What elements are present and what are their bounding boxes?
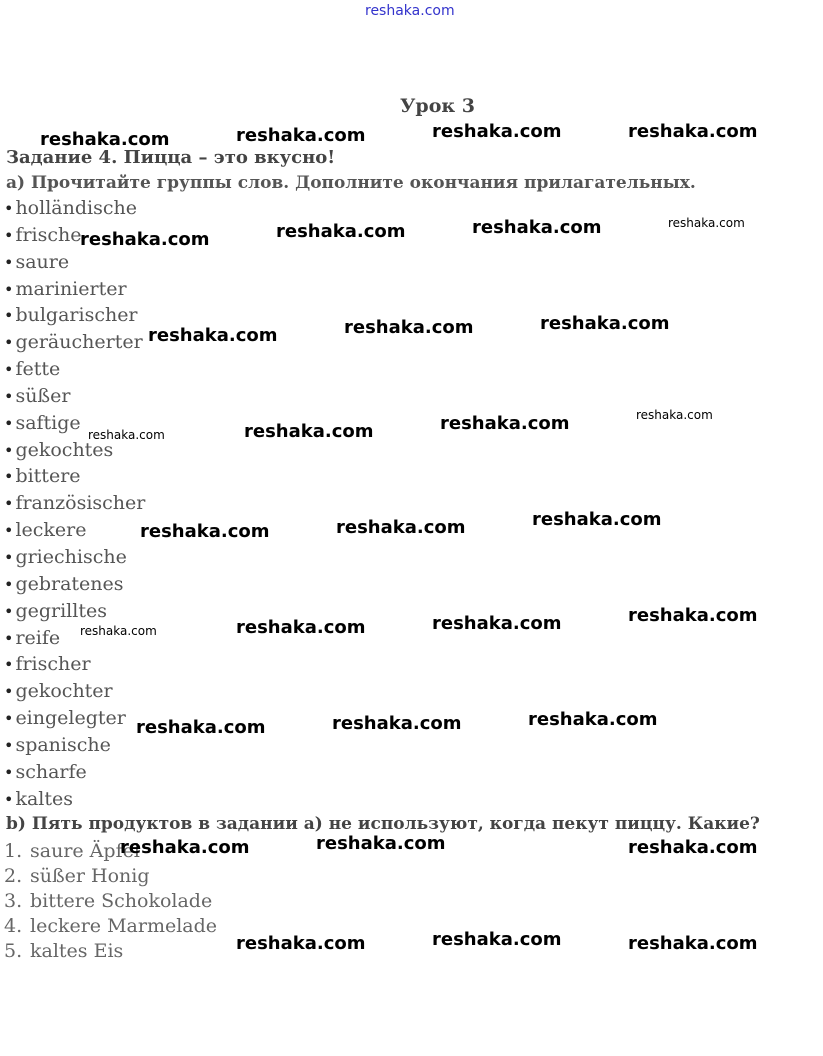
- list-item: [4, 598, 145, 625]
- watermark: reshaka.com: [628, 605, 758, 626]
- part-b-instruction: b) Пять продуктов в задании а) не используют, когда пекут пиццу. Какие?: [6, 814, 760, 834]
- list-item-text: bulgarischer: [15, 304, 138, 327]
- list-item: [4, 276, 145, 303]
- bullet-icon: •: [4, 547, 14, 567]
- watermark: reshaka.com: [148, 325, 278, 346]
- watermark: reshaka.com: [432, 613, 562, 634]
- list-item-text: spanische: [15, 733, 111, 756]
- list-item: [4, 195, 145, 222]
- answer-text: kaltes Eis: [30, 940, 124, 962]
- list-item: [4, 678, 145, 705]
- list-item: [4, 651, 145, 678]
- bullet-icon: •: [4, 199, 14, 218]
- task-title: Задание 4. Пицца – это вкусно!: [6, 147, 336, 168]
- watermark: reshaka.com: [244, 421, 374, 442]
- bullet-icon: •: [4, 279, 14, 299]
- part-a-instruction: a) Прочитайте группы слов. Дополните окончания прилагательных.: [6, 173, 696, 193]
- bullet-icon: •: [4, 762, 14, 782]
- answer-number: 5.: [4, 940, 23, 962]
- bullet-icon: •: [4, 225, 14, 245]
- answer-text: bittere Schokolade: [30, 890, 213, 912]
- list-item-text: saftige: [15, 411, 81, 434]
- list-item-text: marinierter: [15, 277, 127, 300]
- watermark: reshaka.com: [332, 713, 462, 734]
- bullet-icon: •: [4, 628, 14, 648]
- bullet-icon: •: [4, 494, 14, 514]
- list-item: [4, 249, 145, 276]
- list-item-text: reife: [15, 626, 61, 649]
- list-item-text: fette: [15, 358, 61, 381]
- answer-text: süßer Honig: [30, 865, 150, 887]
- answer-item: [4, 889, 217, 914]
- list-item: [4, 302, 145, 329]
- watermark: reshaka.com: [344, 317, 474, 338]
- watermark: reshaka.com: [136, 717, 266, 738]
- list-item: [4, 732, 145, 759]
- list-item-text: süßer: [15, 384, 71, 407]
- watermark: reshaka.com: [628, 837, 758, 858]
- watermark: reshaka.com: [140, 521, 270, 542]
- watermark: reshaka.com: [532, 509, 662, 530]
- list-item: [4, 463, 145, 490]
- list-item: [4, 786, 145, 813]
- answer-item: [4, 914, 217, 939]
- watermark: reshaka.com: [336, 517, 466, 538]
- watermark: reshaka.com: [628, 933, 758, 954]
- list-item: [4, 329, 145, 356]
- list-item-text: frischer: [15, 653, 91, 676]
- watermark: reshaka.com: [40, 129, 170, 150]
- watermark: reshaka.com: [236, 125, 366, 146]
- answer-item: [4, 939, 217, 964]
- watermark: reshaka.com: [628, 121, 758, 142]
- list-item: [4, 517, 145, 544]
- list-item: [4, 490, 145, 517]
- bullet-icon: •: [4, 709, 14, 729]
- watermark: reshaka.com: [80, 229, 210, 250]
- list-item: [4, 544, 145, 571]
- list-item-text: französischer: [15, 492, 146, 515]
- lesson-title: Урок 3: [400, 95, 475, 117]
- bullet-icon: •: [4, 333, 14, 353]
- list-item-text: griechische: [15, 545, 127, 568]
- bullet-icon: •: [4, 413, 14, 433]
- list-item-text: gekochtes: [15, 438, 114, 461]
- answer-text: saure Äpfel: [30, 840, 140, 862]
- watermark: reshaka.com: [668, 216, 745, 230]
- watermark: reshaka.com: [636, 408, 713, 422]
- list-item: [4, 705, 145, 732]
- list-item-text: saure: [15, 250, 70, 273]
- bullet-icon: •: [4, 682, 14, 702]
- bullet-icon: •: [4, 467, 14, 487]
- list-item: [4, 383, 145, 410]
- list-item-text: leckere: [15, 519, 87, 542]
- list-item-text: gebratenes: [15, 572, 124, 595]
- bullet-icon: •: [4, 735, 14, 755]
- watermark: reshaka.com: [440, 413, 570, 434]
- watermark: reshaka.com: [120, 837, 250, 858]
- answer-number: 3.: [4, 890, 23, 912]
- bullet-icon: •: [4, 789, 14, 809]
- bullet-icon: •: [4, 306, 14, 326]
- bullet-icon: •: [4, 252, 14, 272]
- bullet-icon: •: [4, 601, 14, 621]
- list-item-text: kaltes: [15, 787, 73, 810]
- watermark: reshaka.com: [316, 833, 446, 854]
- list-item-text: gekochter: [15, 680, 113, 703]
- watermark: reshaka.com: [276, 221, 406, 242]
- bullet-icon: •: [4, 521, 14, 541]
- bullet-icon: •: [4, 440, 14, 460]
- answer-number: 4.: [4, 915, 23, 937]
- list-item: [4, 571, 145, 598]
- answer-number: 2.: [4, 865, 23, 887]
- watermark: reshaka.com: [236, 933, 366, 954]
- bullet-icon: •: [4, 360, 14, 380]
- answer-item: [4, 864, 217, 889]
- list-item: [4, 759, 145, 786]
- watermark: reshaka.com: [472, 217, 602, 238]
- list-item-text: scharfe: [15, 760, 87, 783]
- bullet-icon: •: [4, 655, 14, 675]
- watermark: reshaka.com: [540, 313, 670, 334]
- answer-number: 1.: [4, 840, 23, 862]
- watermark: reshaka.com: [432, 929, 562, 950]
- list-item-text: holländische: [15, 197, 137, 219]
- list-item-text: geräucherter: [15, 331, 143, 354]
- list-item-text: bittere: [15, 465, 81, 488]
- watermark: reshaka.com: [432, 121, 562, 142]
- site-link[interactable]: reshaka.com: [365, 3, 455, 19]
- list-item-text: gegrilltes: [15, 599, 107, 622]
- bullet-icon: •: [4, 574, 14, 594]
- list-item: [4, 356, 145, 383]
- watermark: reshaka.com: [80, 624, 157, 638]
- list-item-text: frische: [15, 223, 82, 246]
- watermark: reshaka.com: [236, 617, 366, 638]
- watermark: reshaka.com: [88, 428, 165, 442]
- bullet-icon: •: [4, 386, 14, 406]
- watermark: reshaka.com: [528, 709, 658, 730]
- list-item-text: eingelegter: [15, 707, 126, 730]
- adjective-list: [4, 195, 145, 812]
- answer-text: leckere Marmelade: [30, 915, 218, 937]
